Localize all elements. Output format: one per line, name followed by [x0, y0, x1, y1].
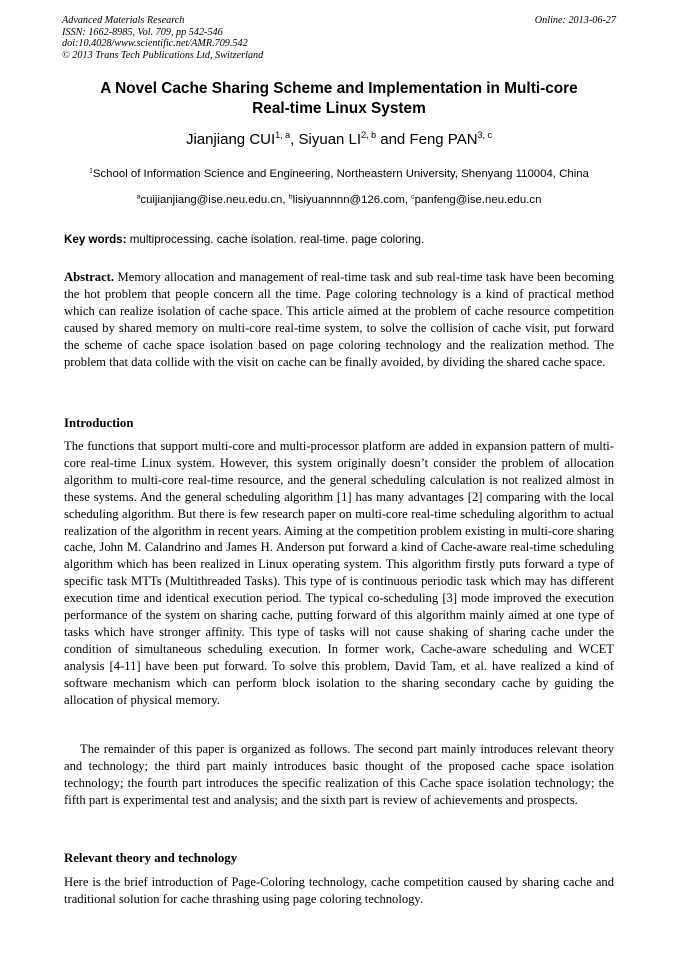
introduction-paragraph-2: The remainder of this paper is organized as follows. The second part mainly introduces relevant theory and technology; the third part mainly introduces basic thought of the proposed cache space isolation technology; the fourth part introduces the specific realization of this Cache space isolation technology; the fifth part is experimental test and analysis; and the sixth part is review of achievements and prospects.	[64, 742, 614, 807]
introduction-heading: Introduction	[64, 416, 134, 430]
abstract-text: Memory allocation and management of real-time task and sub real-time task have been becoming the hot problem that people concern all the time. Page coloring technology is a kind of practical method which can realize isolation of cache space. This article aimed at the problem of cache resource competition caused by shared memory on multi-core real-time system, to solve the collision of cache visit, put forward the scheme of cache space isolation based on page coloring technology and the realization method. The problem that data collide with the visit on cache can be finally avoided, by dividing the shared cache space.	[64, 270, 614, 369]
affiliation-text: School of Information Science and Engineering, Northeastern University, Shenyang 110004, China	[92, 168, 589, 180]
author-name: Jianjiang CUI	[185, 131, 276, 148]
email-address: panfeng@ise.neu.edu.cn	[414, 194, 542, 206]
paper-title	[40, 79, 638, 119]
author-name: Siyuan LI	[298, 131, 362, 148]
title-line-1: A Novel Cache Sharing Scheme and Implementation in Multi-core	[100, 80, 578, 97]
affiliation-mark: 1	[89, 167, 93, 175]
author-name: Feng PAN	[409, 131, 478, 148]
abstract-label: Abstract.	[64, 270, 115, 284]
copyright-line: © 2013 Trans Tech Publications Ltd, Switzerland	[62, 49, 264, 61]
author-separator: ,	[290, 131, 299, 148]
keywords-label: Key words:	[64, 233, 127, 246]
issn-line: ISSN: 1662-8985, Vol. 709, pp 542-546	[62, 26, 223, 38]
online-date: Online: 2013-06-27	[534, 15, 616, 26]
author-list	[40, 130, 638, 150]
keywords-text: multiprocessing. cache isolation. real-time. page coloring.	[126, 233, 425, 246]
author-affiliation-mark: 2, b	[361, 130, 377, 141]
journal-name: Advanced Materials Research	[62, 15, 185, 26]
title-line-2: Real-time Linux System	[252, 100, 426, 117]
relevant-theory-heading: Relevant theory and technology	[64, 851, 238, 865]
email-separator: ,	[282, 194, 289, 206]
relevant-theory-paragraph-1: Here is the brief introduction of Page-Coloring technology, cache competition caused by sharing cache and traditional solution for cache thrashing using page coloring technology.	[64, 875, 614, 906]
email-mark: b	[288, 193, 293, 201]
email-mark: a	[136, 193, 141, 201]
author-affiliation-mark: 3, c	[477, 130, 493, 141]
affiliation	[40, 166, 638, 182]
email-list	[40, 192, 638, 208]
doi-line: doi:10.4028/www.scientific.net/AMR.709.542	[62, 38, 248, 50]
abstract	[64, 269, 614, 370]
introduction-paragraph-1: The functions that support multi-core and multi-processor platform are added in expansion pattern of multi-core real-time Linux system. However, this system originally doesn’t consider the problem of allocation algorithm to multi-core real-time resource, and the general scheduling calculation is not realized almost in these systems. And the general scheduling algorithm [1] has many advantages [2] comparing with the local scheduling algorithm. But there is few research paper on multi-core real-time scheduling algorithm to actual realization of the algorithm in recent years. Aiming at the competition problem existing in multi-core sharing cache, John M. Calandrino and James H. Anderson put forward a kind of Cache-aware real-time scheduling algorithm which has been realized in Linux operating system. This algorithm firstly puts forward a type of specific task MTTs (Multithreaded Tasks). This type of is continuous periodic task which may has different execution time and identical execution period. The typical co-scheduling [3] mode improved the execution performance of the system on sharing cache, putting forward of this algorithm mainly aimed at one type of tasks which have stronger affinity. This type of tasks will not cause shaking of sharing cache under the condition of simultaneous scheduling execution. In former work, Cache-aware scheduling and WCET analysis [4-11] have been put forward. To solve this problem, David Tam, et al. have realized a kind of software mechanism which can perform block isolation to the sharing secondary cache by guiding the allocation of physical memory.	[64, 439, 614, 707]
email-separator: ,	[404, 194, 412, 206]
email-mark: c	[411, 193, 415, 201]
email-address: lisiyuannnn@126.com	[292, 194, 405, 206]
journal-header	[62, 15, 616, 61]
author-affiliation-mark: 1, a	[275, 130, 291, 141]
keywords	[64, 232, 624, 248]
email-address: cuijianjiang@ise.neu.edu.cn	[140, 194, 283, 206]
author-separator: and	[376, 131, 410, 148]
